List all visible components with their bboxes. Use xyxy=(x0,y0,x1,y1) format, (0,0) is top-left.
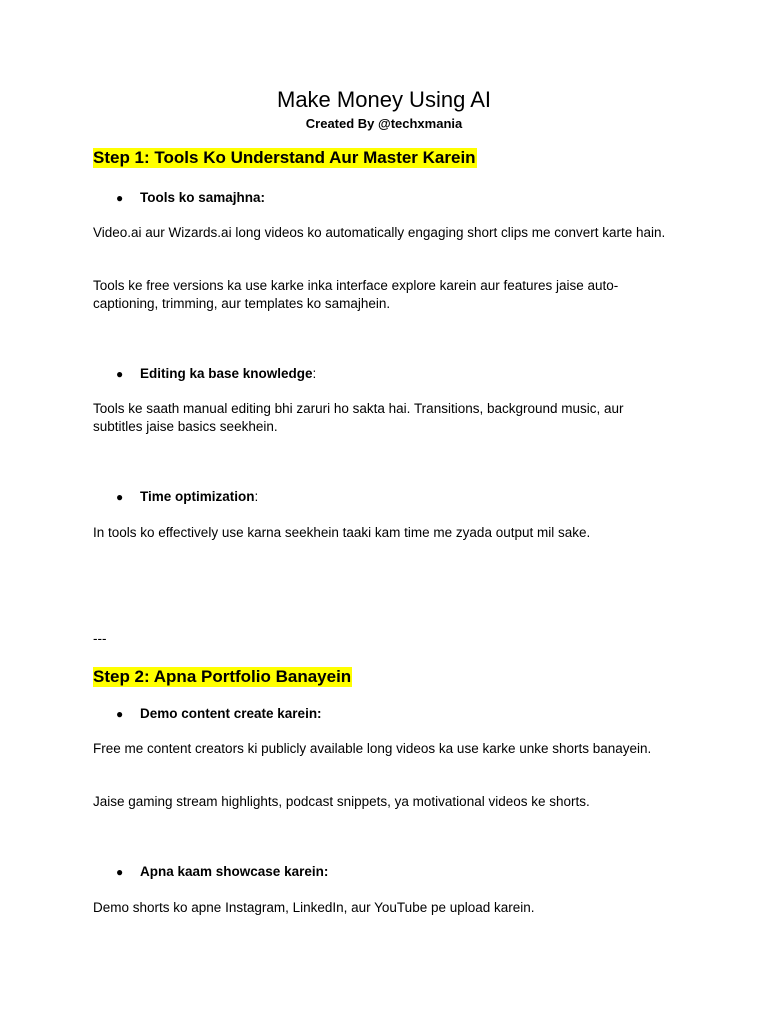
document-title: Make Money Using AI xyxy=(277,87,491,112)
step1-bullet-time-optimization xyxy=(116,488,258,506)
step2-heading xyxy=(93,666,352,688)
step2-paragraph-1: Free me content creators ki publicly available long videos ka use karke unke shorts banayein. xyxy=(93,741,652,756)
bullet-icon: ● xyxy=(116,490,124,504)
bullet-icon: ● xyxy=(116,367,124,381)
bullet-label: Tools ko samajhna: xyxy=(140,190,266,205)
bullet-icon: ● xyxy=(116,707,124,721)
step2-paragraph-2: Jaise gaming stream highlights, podcast snippets, ya motivational videos ke shorts. xyxy=(93,794,590,809)
step1-bullet-editing xyxy=(116,365,316,383)
bullet-label: Demo content create karein: xyxy=(140,706,322,721)
step2-bullet-showcase xyxy=(116,863,328,881)
step2-heading-text: Step 2: Apna Portfolio Banayein xyxy=(93,667,352,686)
bullet-label: Editing ka base knowledge xyxy=(140,366,313,381)
step2-bullet-demo-content xyxy=(116,705,322,723)
bullet-icon: ● xyxy=(116,191,124,205)
step1-bullet-tools-samajhna xyxy=(116,189,265,207)
step1-paragraph-4: In tools ko effectively use karna seekhein taaki kam time me zyada output mil sake. xyxy=(93,525,591,540)
bullet-suffix: : xyxy=(254,489,259,504)
step1-heading-text: Step 1: Tools Ko Understand Aur Master Karein xyxy=(93,148,476,167)
step1-heading xyxy=(93,147,477,169)
section-separator: --- xyxy=(93,631,107,646)
bullet-label: Time optimization xyxy=(140,489,255,504)
step1-paragraph-3: Tools ke saath manual editing bhi zaruri ho sakta hai. Transitions, background music, aur subtitles jaise basics seekhein. xyxy=(93,401,624,434)
step2-paragraph-3: Demo shorts ko apne Instagram, LinkedIn, aur YouTube pe upload karein. xyxy=(93,900,535,915)
document-subtitle: Created By @techxmania xyxy=(305,116,463,131)
bullet-icon: ● xyxy=(116,865,124,879)
step1-paragraph-1: Video.ai aur Wizards.ai long videos ko automatically engaging short clips me convert karte hain. xyxy=(93,225,666,240)
step1-paragraph-2: Tools ke free versions ka use karke inka interface explore karein aur features jaise auto-captioning, trimming, aur templates ko samajhein. xyxy=(93,278,619,311)
bullet-suffix: : xyxy=(312,366,317,381)
bullet-label: Apna kaam showcase karein: xyxy=(140,864,329,879)
